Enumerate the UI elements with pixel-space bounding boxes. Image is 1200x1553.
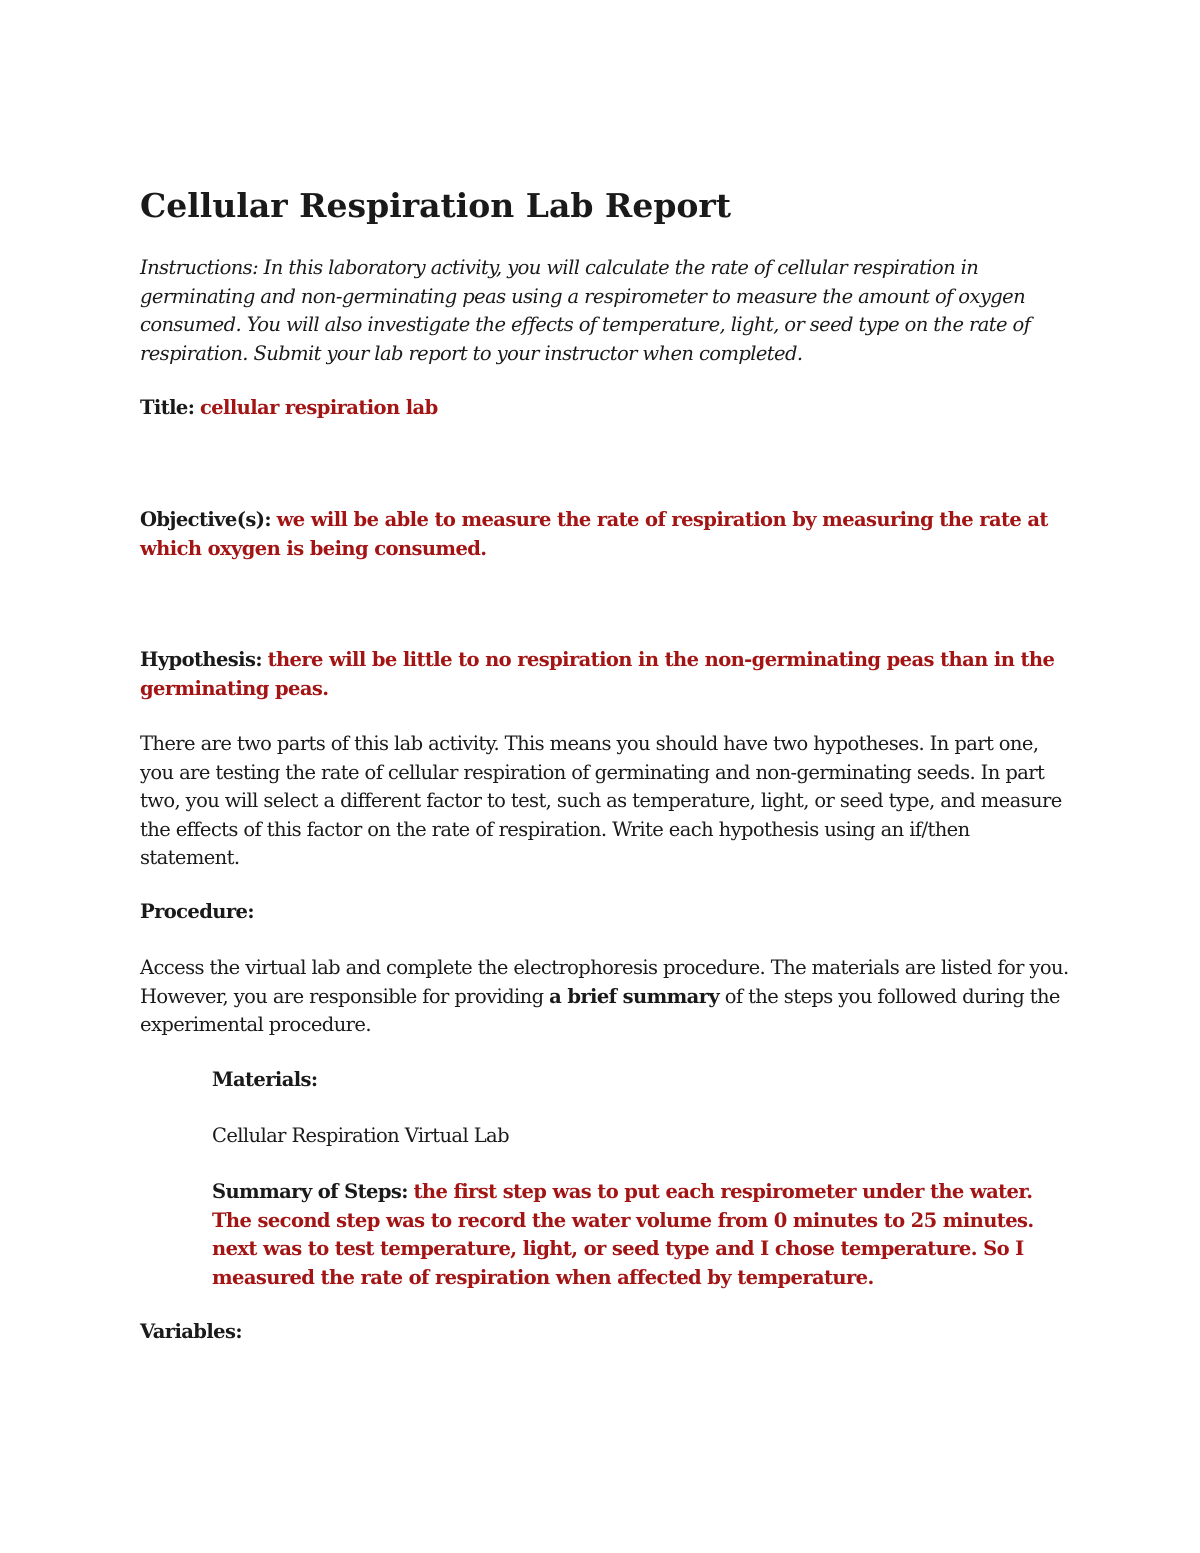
document-title: Cellular Respiration Lab Report [140,186,732,225]
procedure-text-after: of the steps you followed during the experimental procedure. [140,984,1060,1036]
procedure-paragraph [140,954,1070,1040]
title-label: Title: [140,396,195,419]
title-field [140,394,1070,423]
variables-label: Variables: [140,1320,242,1343]
summary-field [212,1178,1072,1292]
hypothesis-note: There are two parts of this lab activity. This means you should have two hypotheses. In part one, you are testing the rate of cellular respiration of germinating and non-germinating seeds. In part two, you will select a different factor to test, such as temperature, light, or seed type, and measure the effects of this factor on the rate of respiration. Write each hypothesis using an if/then statement. [140,732,1062,869]
hypothesis-field [140,646,1070,703]
materials-item: Cellular Respiration Virtual Lab [212,1124,509,1147]
procedure-text-bold: a brief summary [549,984,720,1008]
objective-label: Objective(s): [140,508,271,531]
variables-heading [140,1318,1070,1347]
hypothesis-answer: there will be little to no respiration in the non-germinating peas than in the germinating peas. [140,648,1055,700]
procedure-text-before: Access the virtual lab and complete the electrophoresis procedure. The materials are listed for you. However, you are responsible for providing [140,956,1069,1008]
title-answer: cellular respiration lab [199,396,438,419]
summary-answer: the first step was to put each respirometer under the water. The second step was to record the water volume from 0 minutes to 25 minutes. next was to test temperature, light, or seed type and I chose temperature. So I measured the rate of respiration when affected by temperature. [212,1180,1034,1289]
objective-field [140,506,1070,563]
summary-label: Summary of Steps: [212,1180,408,1203]
procedure-label: Procedure: [140,900,254,923]
procedure-heading [140,898,1070,927]
materials-heading [212,1066,1072,1095]
materials-label: Materials: [212,1068,318,1091]
hypothesis-label: Hypothesis: [140,648,262,671]
instructions-paragraph: Instructions: In this laboratory activity, you will calculate the rate of cellular respiration in germinating and non-germinating peas using a respirometer to measure the amount of oxygen consumed. You will also investigate the effects of temperature, light, or seed type on the rate of respiration. Submit your lab report to your instructor when completed. [140,256,1031,365]
objective-answer: we will be able to measure the rate of respiration by measuring the rate at which oxygen is being consumed. [140,508,1048,560]
